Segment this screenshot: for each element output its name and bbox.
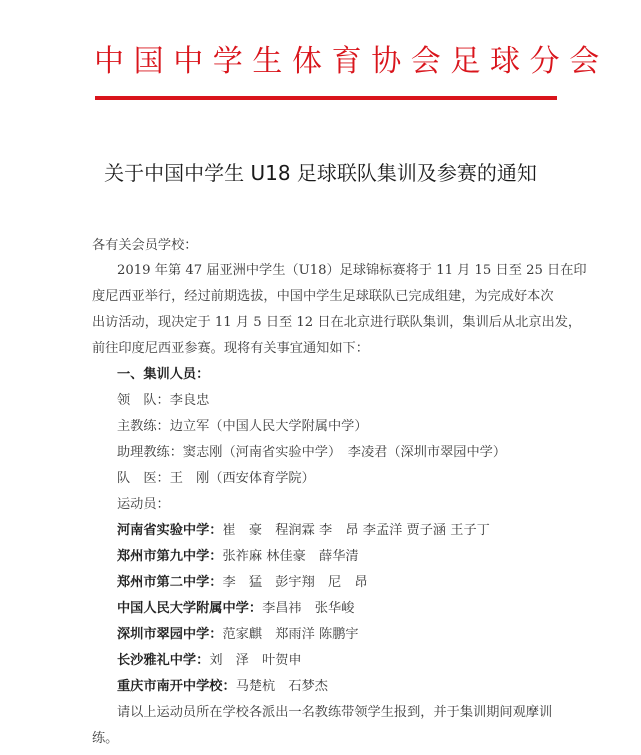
document-title: 关于中国中学生 U18 足球联队集训及参赛的通知 — [104, 161, 537, 185]
intro-line-2: 度尼西亚举行，经过前期选拔，中国中学生足球联队已完成组建，为完成好本次 — [92, 289, 554, 304]
school-name: 中国人民大学附属中学： — [117, 601, 263, 616]
athlete-names: 刘 泽 叶贺申 — [209, 653, 302, 668]
athlete-row — [117, 677, 328, 697]
athlete-names: 张祚麻 林佳豪 薛华清 — [222, 549, 359, 564]
assistant-coaches-line: 助理教练：窦志刚（河南省实验中学） 李凌君（深圳市翠园中学） — [117, 445, 507, 460]
school-name: 郑州市第九中学： — [117, 549, 223, 564]
head-coach-line: 主教练：边立军（中国人民大学附属中学） — [117, 419, 368, 434]
team-doctor-line: 队 医：王 刚（西安体育学院） — [117, 471, 315, 486]
athlete-names: 李昌祎 张华峻 — [262, 601, 355, 616]
athlete-row — [117, 625, 359, 645]
athlete-names: 马楚杭 石梦杰 — [235, 679, 328, 694]
team-leader-line: 领 队：李良忠 — [117, 393, 210, 408]
closing-line-1: 请以上运动员所在学校各派出一名教练带领学生报到，并于集训期间观摩训 — [117, 705, 553, 720]
athlete-row — [117, 651, 302, 671]
school-name: 深圳市翠园中学： — [117, 627, 223, 642]
section-heading-personnel: 一、集训人员： — [117, 367, 210, 382]
athlete-row — [117, 521, 490, 541]
intro-line-1: 2019 年第 47 届亚洲中学生（U18）足球锦标赛将于 11 月 15 日至 25 日在印 — [117, 263, 587, 278]
athlete-row — [117, 547, 359, 567]
school-name: 长沙雅礼中学： — [117, 653, 210, 668]
salutation: 各有关会员学校： — [92, 238, 198, 253]
athlete-row — [117, 599, 354, 619]
intro-line-3: 出访活动，现决定于 11 月 5 日至 12 日在北京进行联队集训，集训后从北京出发， — [92, 315, 582, 330]
intro-line-4: 前往印度尼西亚参赛。现将有关事宜通知如下： — [92, 341, 369, 356]
athlete-names: 范家麒 郑雨洋 陈鹏宇 — [222, 627, 359, 642]
athlete-row — [117, 573, 368, 593]
athlete-names: 崔 豪 程润霖 李 昂 李孟洋 贾子涵 王子丁 — [222, 523, 490, 538]
letterhead-red-divider — [95, 96, 557, 100]
school-name: 重庆市南开中学校： — [117, 679, 236, 694]
letterhead-org-name: 中国中学生体育协会足球分会 — [94, 44, 609, 79]
athletes-label: 运动员： — [117, 497, 170, 512]
school-name: 河南省实验中学： — [117, 523, 223, 538]
athlete-names: 李 猛 彭宇翔 尼 昂 — [222, 575, 368, 590]
school-name: 郑州市第二中学： — [117, 575, 223, 590]
closing-line-2: 练。 — [92, 731, 119, 746]
